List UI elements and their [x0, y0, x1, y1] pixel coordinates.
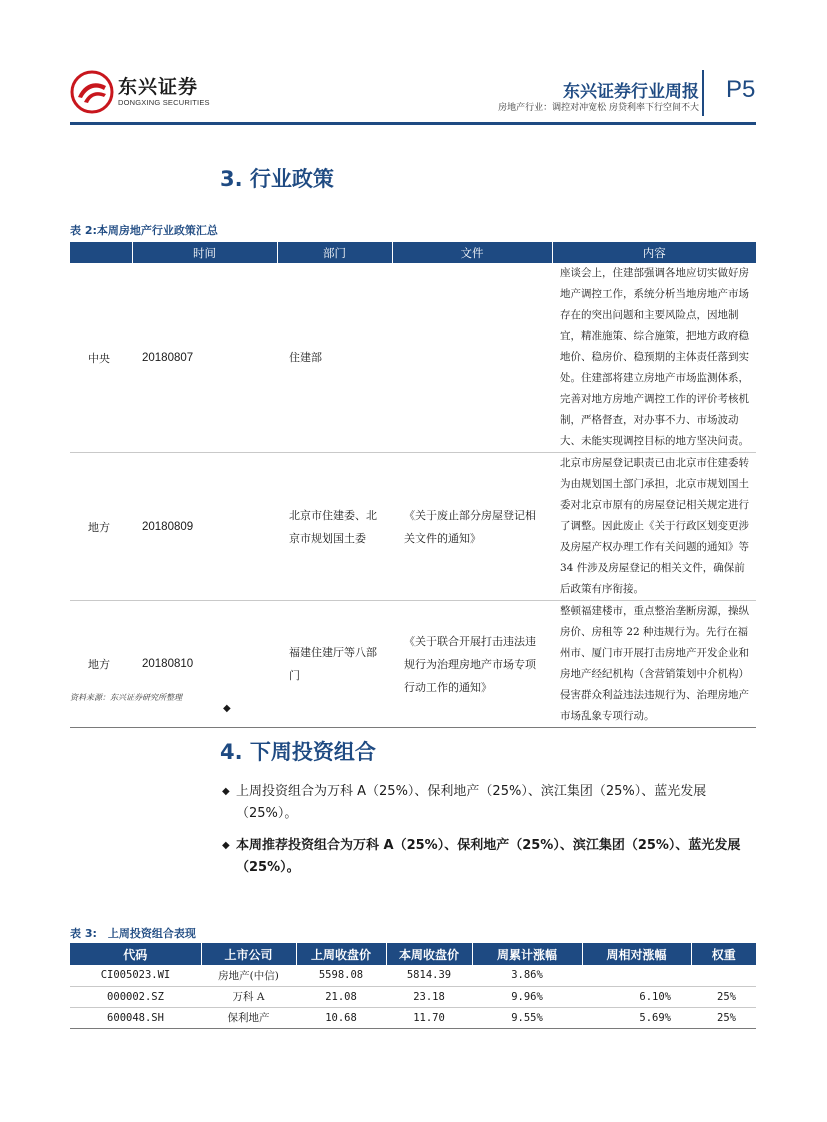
header-cell: 上市公司	[201, 943, 296, 965]
report-subtitle: 房地产行业：调控对冲宽松 房贷利率下行空间不大	[498, 103, 699, 113]
policy-table-header	[70, 242, 756, 263]
table-row	[70, 986, 756, 1007]
logo-english-name: DONGXING SECURITIES	[118, 98, 210, 107]
table-2-caption: 表 2:本周房地产行业政策汇总	[70, 224, 218, 237]
table-3-caption: 表 3: 上周投资组合表现	[70, 927, 196, 940]
cumulative-change: 9.55%	[472, 1007, 582, 1028]
table-source-note: 资料来源：东兴证券研究所整理	[70, 693, 182, 702]
weight	[691, 965, 756, 986]
policy-document	[392, 263, 552, 453]
portfolio-performance-table	[70, 943, 756, 1029]
header-cell: 代码	[70, 943, 201, 965]
prev-close: 5598.08	[296, 965, 386, 986]
policy-content: 北京市房屋登记职责已由北京市住建委转为由规划国土部门承担，北京市规划国土委对北京市原有的房屋登记相关规定进行了调整。因此废止《关于行政区划变更涉及房屋产权办理工作有关问题的通知》等 34 件涉及房屋登记的相关文件，确保前后政策有序衔接。	[552, 453, 756, 601]
company-logo	[70, 70, 230, 116]
table-row	[70, 601, 756, 728]
header-cell: 周累计涨幅	[472, 943, 582, 965]
header-cell: 时间	[132, 242, 277, 263]
header-cell: 内容	[552, 242, 756, 263]
close: 23.18	[386, 986, 472, 1007]
company-name: 万科 A	[201, 986, 296, 1007]
weight: 25%	[691, 1007, 756, 1028]
policy-date: 20180810	[132, 601, 277, 728]
relative-change: 5.69%	[582, 1007, 691, 1028]
weight: 25%	[691, 986, 756, 1007]
prev-close: 10.68	[296, 1007, 386, 1028]
header-cell: 本周收盘价	[386, 943, 472, 965]
header-cell	[70, 242, 132, 263]
cumulative-change: 3.86%	[472, 965, 582, 986]
policy-date: 20180807	[132, 263, 277, 453]
policy-document: 《关于联合开展打击违法违规行为治理房地产市场专项行动工作的通知》	[392, 601, 552, 728]
policy-document: 《关于废止部分房屋登记相关文件的通知》	[392, 453, 552, 601]
company-name: 房地产(中信)	[201, 965, 296, 986]
bullet-diamond-icon: ◆	[222, 840, 230, 851]
company-name: 保利地产	[201, 1007, 296, 1028]
bullet-diamond-icon: ◆	[223, 703, 231, 714]
this-week-portfolio-text: 本周推荐投资组合为万科 A（25%）、保利地产（25%）、滨江集团（25%）、蓝光发展（25%）。	[236, 838, 741, 875]
section-4-title: 4. 下周投资组合	[220, 740, 376, 764]
list-item	[222, 781, 760, 825]
stock-code: 600048.SH	[70, 1007, 201, 1028]
page-header	[0, 0, 827, 126]
list-item	[222, 835, 760, 879]
policy-department: 福建住建厅等八部门	[277, 601, 392, 728]
section-3-title: 3. 行业政策	[220, 167, 334, 191]
policy-date: 20180809	[132, 453, 277, 601]
stock-code: CI005023.WI	[70, 965, 201, 986]
cumulative-change: 9.96%	[472, 986, 582, 1007]
policy-content: 整顿福建楼市，重点整治垄断房源，操纵房价、房租等 22 种违规行为。先行在福州市、厦门市开展打击房地产开发企业和房地产经纪机构（含营销策划中介机构）侵害群众利益违法违规行为、治理房地产市场乱象专项行动。	[552, 601, 756, 728]
header-cell: 上周收盘价	[296, 943, 386, 965]
page-number: P5	[726, 76, 756, 103]
relative-change: 6.10%	[582, 986, 691, 1007]
header-cell: 部门	[277, 242, 392, 263]
close: 11.70	[386, 1007, 472, 1028]
performance-table-header	[70, 943, 756, 965]
header-cell: 周相对涨幅	[582, 943, 691, 965]
last-week-portfolio-text: 上周投资组合为万科 A（25%）、保利地产（25%）、滨江集团（25%）、蓝光发展（25%）。	[236, 784, 707, 821]
header-horizontal-divider	[70, 122, 756, 125]
dongxing-logo-icon	[70, 70, 114, 114]
bullet-diamond-icon: ◆	[222, 786, 230, 797]
table-row	[70, 263, 756, 453]
relative-change	[582, 965, 691, 986]
stock-code: 000002.SZ	[70, 986, 201, 1007]
table-row	[70, 453, 756, 601]
header-cell: 文件	[392, 242, 552, 263]
policy-level: 地方	[70, 601, 132, 728]
header-cell: 权重	[691, 943, 756, 965]
policy-department: 北京市住建委、北京市规划国土委	[277, 453, 392, 601]
portfolio-bullet-list	[222, 781, 760, 889]
logo-chinese-name: 东兴证券	[118, 76, 199, 98]
report-title: 东兴证券行业周报	[563, 82, 699, 102]
prev-close: 21.08	[296, 986, 386, 1007]
close: 5814.39	[386, 965, 472, 986]
policy-level: 地方	[70, 453, 132, 601]
header-vertical-divider	[702, 70, 704, 116]
table-row	[70, 965, 756, 986]
policy-level: 中央	[70, 263, 132, 453]
policy-content: 座谈会上，住建部强调各地应切实做好房地产调控工作，系统分析当地房地产市场存在的突出问题和主要风险点，因地制宜，精准施策、综合施策，把地方政府稳地价、稳房价、稳预期的主体责任落到实处。住建部将建立房地产市场监测体系，完善对地方房地产调控工作的评价考核机制，严格督查，对办事不力、市场波动大、未能实现调控目标的地方坚决问责。	[552, 263, 756, 453]
table-row	[70, 1007, 756, 1028]
policy-department: 住建部	[277, 263, 392, 453]
policy-table	[70, 242, 756, 728]
